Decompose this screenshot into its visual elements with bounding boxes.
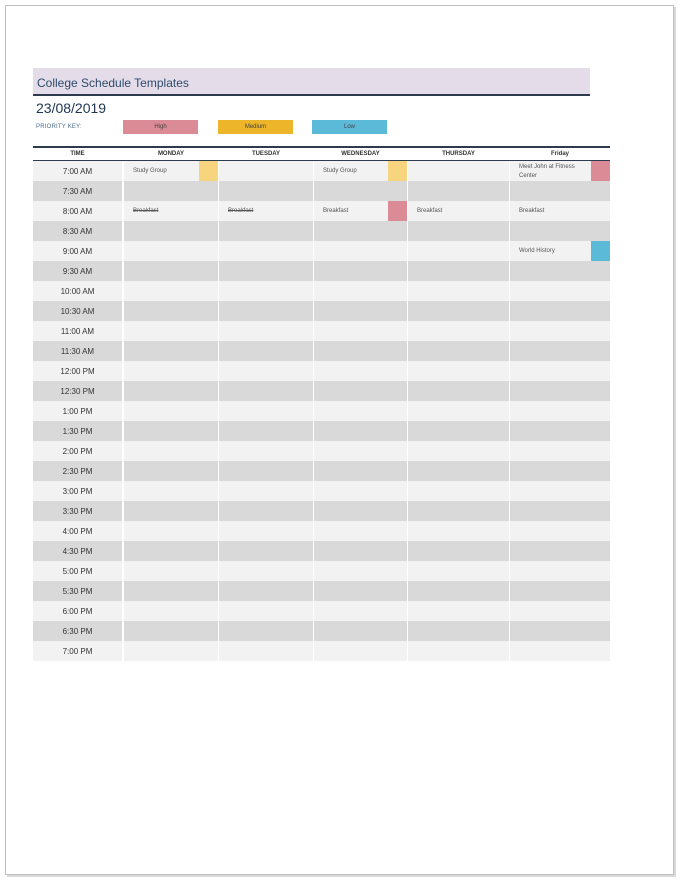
schedule-cell-tue[interactable] — [219, 541, 313, 561]
schedule-cell-tue[interactable] — [219, 161, 313, 181]
schedule-cell-tue[interactable] — [219, 381, 313, 401]
schedule-cell-mon[interactable] — [124, 241, 218, 261]
schedule-cell-thu[interactable] — [408, 481, 509, 501]
schedule-entry: Breakfast — [133, 207, 159, 214]
time-cell: 3:00 PM — [33, 481, 122, 501]
schedule-cell-thu[interactable] — [408, 441, 509, 461]
schedule-cell-tue[interactable] — [219, 501, 313, 521]
schedule-cell-thu[interactable] — [408, 381, 509, 401]
schedule-cell-mon[interactable] — [124, 601, 218, 621]
schedule-cell-fri[interactable] — [510, 561, 610, 581]
schedule-cell-tue[interactable] — [219, 281, 313, 301]
table-row — [33, 301, 610, 321]
schedule-cell-wed[interactable] — [314, 361, 407, 381]
schedule-cell-mon[interactable] — [124, 401, 218, 421]
priority-key-label: PRIORITY KEY: — [36, 124, 82, 130]
schedule-cell-mon[interactable] — [124, 581, 218, 601]
time-cell: 6:30 PM — [33, 621, 122, 641]
schedule-cell-tue[interactable] — [219, 341, 313, 361]
table-row — [33, 501, 610, 521]
schedule-cell-wed[interactable] — [314, 321, 407, 341]
table-row — [33, 481, 610, 501]
time-cell: 10:00 AM — [33, 281, 122, 301]
schedule-entry: Breakfast — [228, 207, 254, 214]
table-row — [33, 401, 610, 421]
schedule-cell-fri[interactable] — [510, 261, 610, 281]
header-friday: Friday — [550, 151, 569, 157]
schedule-cell-mon[interactable] — [124, 261, 218, 281]
schedule-cell-thu[interactable] — [408, 521, 509, 541]
schedule-cell-wed[interactable] — [314, 581, 407, 601]
schedule-cell-fri[interactable] — [510, 421, 610, 441]
schedule-cell-wed[interactable] — [314, 221, 407, 241]
priority-flag — [591, 241, 610, 261]
schedule-cell-tue[interactable] — [219, 301, 313, 321]
schedule-cell-mon[interactable] — [124, 381, 218, 401]
schedule-cell-wed[interactable] — [314, 261, 407, 281]
schedule-cell-tue[interactable] — [219, 401, 313, 421]
header-wednesday: WEDNESDAY — [341, 151, 380, 157]
schedule-cell-thu[interactable] — [408, 201, 509, 221]
header-tuesday: TUESDAY — [251, 151, 281, 157]
schedule-cell-thu[interactable] — [408, 181, 509, 201]
schedule-cell-mon[interactable] — [124, 521, 218, 541]
schedule-cell-fri[interactable] — [510, 161, 610, 181]
table-row — [33, 521, 610, 541]
header-monday: MONDAY — [157, 151, 185, 157]
schedule-cell-thu[interactable] — [408, 341, 509, 361]
schedule-cell-thu[interactable] — [408, 421, 509, 441]
schedule-entry: Breakfast — [323, 207, 349, 214]
schedule-cell-wed[interactable] — [314, 541, 407, 561]
schedule-cell-fri[interactable] — [510, 581, 610, 601]
time-cell: 5:00 PM — [33, 561, 122, 581]
schedule-cell-tue[interactable] — [219, 221, 313, 241]
schedule-cell-fri[interactable] — [510, 341, 610, 361]
schedule-cell-mon[interactable] — [124, 181, 218, 201]
table-row — [33, 561, 610, 581]
schedule-cell-mon[interactable] — [124, 541, 218, 561]
schedule-cell-wed[interactable] — [314, 181, 407, 201]
schedule-cell-thu[interactable] — [408, 401, 509, 421]
schedule-cell-mon[interactable] — [124, 301, 218, 321]
table-row — [33, 341, 610, 361]
schedule-cell-tue[interactable] — [219, 441, 313, 461]
schedule-cell-mon[interactable] — [124, 561, 218, 581]
schedule-cell-fri[interactable] — [510, 361, 610, 381]
schedule-entry: Breakfast — [417, 207, 443, 214]
table-row — [33, 421, 610, 441]
schedule-cell-tue[interactable] — [219, 561, 313, 581]
table-row — [33, 621, 610, 641]
schedule-cell-thu[interactable] — [408, 561, 509, 581]
schedule-cell-fri[interactable] — [510, 441, 610, 461]
schedule-cell-thu[interactable] — [408, 161, 509, 181]
schedule-cell-tue[interactable] — [219, 181, 313, 201]
time-cell: 5:30 PM — [33, 581, 122, 601]
schedule-cell-thu[interactable] — [408, 241, 509, 261]
time-cell: 11:00 AM — [33, 321, 122, 341]
schedule-cell-mon[interactable] — [124, 281, 218, 301]
schedule-cell-tue[interactable] — [219, 581, 313, 601]
schedule-cell-mon[interactable] — [124, 341, 218, 361]
schedule-cell-wed[interactable] — [314, 281, 407, 301]
table-row — [33, 321, 610, 341]
time-cell: 12:00 PM — [33, 361, 122, 381]
schedule-cell-wed[interactable] — [314, 381, 407, 401]
schedule-cell-fri[interactable] — [510, 321, 610, 341]
schedule-cell-mon[interactable] — [124, 421, 218, 441]
schedule-cell-fri[interactable] — [510, 501, 610, 521]
schedule-cell-mon[interactable] — [124, 501, 218, 521]
time-cell: 4:00 PM — [33, 521, 122, 541]
schedule-cell-thu[interactable] — [408, 641, 509, 661]
table-row — [33, 601, 610, 621]
schedule-cell-fri[interactable] — [510, 641, 610, 661]
schedule-cell-fri[interactable] — [510, 461, 610, 481]
schedule-cell-thu[interactable] — [408, 301, 509, 321]
schedule-cell-mon[interactable] — [124, 361, 218, 381]
schedule-cell-thu[interactable] — [408, 541, 509, 561]
table-row — [33, 441, 610, 461]
schedule-cell-fri[interactable] — [510, 281, 610, 301]
schedule-cell-fri[interactable] — [510, 221, 610, 241]
time-cell: 8:30 AM — [33, 221, 122, 241]
table-row — [33, 181, 610, 201]
schedule-cell-tue[interactable] — [219, 621, 313, 641]
schedule-cell-tue[interactable] — [219, 261, 313, 281]
time-cell: 11:30 AM — [33, 341, 122, 361]
title-band — [33, 68, 590, 96]
time-cell: 6:00 PM — [33, 601, 122, 621]
schedule-entry: Study Group — [133, 167, 167, 174]
schedule-cell-fri[interactable] — [510, 401, 610, 421]
schedule-cell-wed[interactable] — [314, 441, 407, 461]
table-row — [33, 261, 610, 281]
time-cell: 1:30 PM — [33, 421, 122, 441]
schedule-cell-thu[interactable] — [408, 281, 509, 301]
table-row — [33, 241, 610, 261]
time-cell: 7:00 AM — [33, 161, 122, 181]
schedule-cell-fri[interactable] — [510, 201, 610, 221]
schedule-cell-wed[interactable] — [314, 341, 407, 361]
priority-medium-swatch: Medium — [218, 120, 293, 134]
schedule-cell-wed[interactable] — [314, 421, 407, 441]
schedule-cell-thu[interactable] — [408, 621, 509, 641]
schedule-cell-fri[interactable] — [510, 481, 610, 501]
table-row — [33, 201, 610, 221]
schedule-cell-tue[interactable] — [219, 421, 313, 441]
schedule-cell-wed[interactable] — [314, 401, 407, 421]
schedule-cell-mon[interactable] — [124, 321, 218, 341]
table-row — [33, 281, 610, 301]
schedule-cell-thu[interactable] — [408, 581, 509, 601]
schedule-cell-mon[interactable] — [124, 221, 218, 241]
table-row — [33, 161, 610, 181]
schedule-date: 23/08/2019 — [36, 100, 107, 116]
table-row — [33, 461, 610, 481]
schedule-entry: Breakfast — [519, 207, 545, 214]
schedule-cell-tue[interactable] — [219, 641, 313, 661]
schedule-cell-thu[interactable] — [408, 361, 509, 381]
header-thursday: THURSDAY — [442, 151, 475, 157]
schedule-cell-tue[interactable] — [219, 461, 313, 481]
schedule-cell-wed[interactable] — [314, 601, 407, 621]
schedule-cell-wed[interactable] — [314, 241, 407, 261]
schedule-cell-thu[interactable] — [408, 321, 509, 341]
schedule-cell-tue[interactable] — [219, 481, 313, 501]
schedule-entry: Meet John at Fitness Center — [519, 164, 575, 179]
schedule-cell-fri[interactable] — [510, 241, 610, 261]
time-cell: 8:00 AM — [33, 201, 122, 221]
schedule-cell-mon[interactable] — [124, 441, 218, 461]
schedule-cell-mon[interactable] — [124, 481, 218, 501]
priority-flag — [199, 161, 218, 181]
schedule-cell-fri[interactable] — [510, 541, 610, 561]
schedule-cell-mon[interactable] — [124, 461, 218, 481]
schedule-cell-wed[interactable] — [314, 501, 407, 521]
time-cell: 1:00 PM — [33, 401, 122, 421]
schedule-cell-wed[interactable] — [314, 301, 407, 321]
time-cell: 3:30 PM — [33, 501, 122, 521]
schedule-cell-fri[interactable] — [510, 521, 610, 541]
schedule-cell-tue[interactable] — [219, 201, 313, 221]
schedule-cell-thu[interactable] — [408, 461, 509, 481]
time-cell: 9:00 AM — [33, 241, 122, 261]
schedule-header-row — [33, 146, 610, 161]
schedule-cell-thu[interactable] — [408, 221, 509, 241]
time-cell: 12:30 PM — [33, 381, 122, 401]
table-row — [33, 581, 610, 601]
priority-flag — [591, 161, 610, 181]
schedule-cell-tue[interactable] — [219, 521, 313, 541]
schedule-cell-tue[interactable] — [219, 241, 313, 261]
schedule-entry: World History — [519, 247, 555, 254]
schedule-cell-fri[interactable] — [510, 601, 610, 621]
schedule-cell-thu[interactable] — [408, 261, 509, 281]
priority-flag — [388, 201, 407, 221]
schedule-cell-fri[interactable] — [510, 301, 610, 321]
schedule-cell-thu[interactable] — [408, 601, 509, 621]
schedule-cell-wed[interactable] — [314, 461, 407, 481]
time-cell: 10:30 AM — [33, 301, 122, 321]
schedule-cell-wed[interactable] — [314, 201, 407, 221]
schedule-cell-mon[interactable] — [124, 201, 218, 221]
schedule-cell-tue[interactable] — [219, 601, 313, 621]
table-row — [33, 361, 610, 381]
time-cell: 2:00 PM — [33, 441, 122, 461]
table-row — [33, 641, 610, 661]
table-row — [33, 381, 610, 401]
table-row — [33, 541, 610, 561]
schedule-table — [33, 146, 610, 661]
schedule-cell-tue[interactable] — [219, 321, 313, 341]
schedule-entry: Study Group — [323, 167, 357, 174]
header-time: TIME — [70, 151, 85, 157]
time-cell: 9:30 AM — [33, 261, 122, 281]
priority-high-swatch: High — [123, 120, 198, 134]
schedule-cell-tue[interactable] — [219, 361, 313, 381]
schedule-cell-mon[interactable] — [124, 161, 218, 181]
priority-flag — [388, 161, 407, 181]
time-cell: 7:00 PM — [33, 641, 122, 661]
schedule-cell-fri[interactable] — [510, 181, 610, 201]
schedule-cell-wed[interactable] — [314, 561, 407, 581]
schedule-cell-fri[interactable] — [510, 621, 610, 641]
schedule-cell-wed[interactable] — [314, 641, 407, 661]
schedule-cell-wed[interactable] — [314, 481, 407, 501]
schedule-cell-wed[interactable] — [314, 621, 407, 641]
schedule-cell-mon[interactable] — [124, 621, 218, 641]
schedule-rows — [33, 161, 610, 661]
page-title: College Schedule Templates — [37, 76, 189, 90]
schedule-cell-wed[interactable] — [314, 521, 407, 541]
schedule-cell-fri[interactable] — [510, 381, 610, 401]
time-cell: 4:30 PM — [33, 541, 122, 561]
time-cell: 7:30 AM — [33, 181, 122, 201]
priority-low-swatch: Low — [312, 120, 387, 134]
schedule-cell-wed[interactable] — [314, 161, 407, 181]
schedule-cell-mon[interactable] — [124, 641, 218, 661]
schedule-cell-thu[interactable] — [408, 501, 509, 521]
table-row — [33, 221, 610, 241]
time-cell: 2:30 PM — [33, 461, 122, 481]
